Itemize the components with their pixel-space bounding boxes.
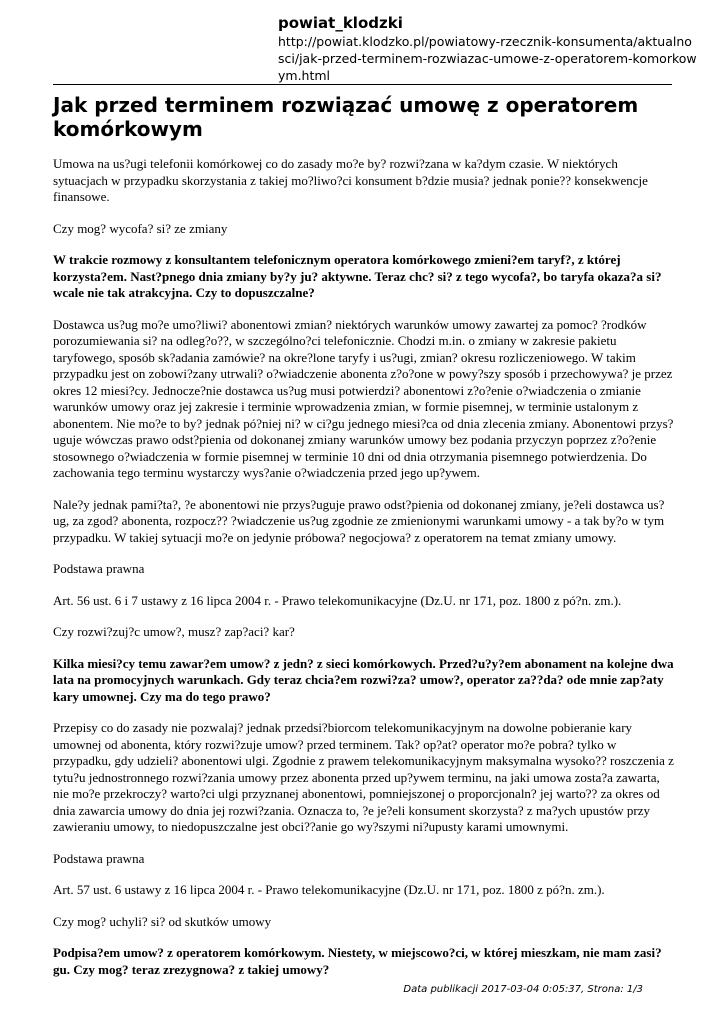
- article-paragraph: Nale?y jednak pami?ta?, ?e abonentowi nie przys?uguje prawo odst?pienia od dokonanej zmiany, je?eli dostawca us?ug, za zgod? abonenta, rozpocz?? ?wiadczenie us?ug zgodnie ze zmienionymi warunkami umowy - a tak by?o w tym przypadku. W takiej sytuacji mo?e on jedynie próbowa? negocjowa? z operatorem na temat zmiany umowy.: [53, 496, 665, 545]
- reader-question: Kilka miesi?cy temu zawar?em umow? z jedn? z sieci komórkowych. Przed?u?y?em abonament na kolejne dwa lata na promocyjnych warunkach. Gdy teraz chcia?em rozwi?za? umow?, operator za??da? ode mnie zap?aty kary umownej. Czy ma do tego prawo?: [53, 655, 674, 704]
- section-heading: Czy mog? wycofa? si? ze zmiany: [53, 220, 228, 236]
- header-divider: [53, 84, 672, 85]
- legal-basis-citation: Art. 56 ust. 6 i 7 ustawy z 16 lipca 2004 r. - Prawo telekomunikacyjne (Dz.U. nr 171, poz. 1800 z pó?n. zm.).: [53, 592, 622, 608]
- page-header: [278, 14, 698, 84]
- reader-question: W trakcie rozmowy z konsultantem telefonicznym operatora komórkowego zmieni?em taryf?, z której korzysta?em. Nast?pnego dnia zmiany by?y ju? aktywne. Teraz chc? si? z tego wycofa?, bo taryfa okaza?a si? wcale nie tak atrakcyjna. Czy to dopuszczalne?: [53, 252, 662, 300]
- legal-basis-label: Podstawa prawna: [53, 561, 145, 576]
- article-body: [53, 156, 675, 993]
- article-paragraph: Przepisy co do zasady nie pozwalaj? jednak przedsi?biorcom telekomunikacyjnym na dowolne pobieranie kary umownej od abonenta, który rozwi?zuje umow? przed terminem. Tak? op?at? operator mo?e pobra? tylko w przypadku, gdy udzieli? abonentowi ulgi. Zgodnie z prawem telekomunikacyjnym maksymalna wysoko?? roszczenia z tytu?u jednostronnego rozwi?zania umowy przez abonenta przed up?ywem terminu, na jaki umowa zosta?a zawarta, nie mo?e przekroczy? warto?ci ulgi przyznanej abonentowi, pomniejszonej o proporcjonaln? jej warto?? za okres od dnia zawarcia umowy do dnia jej rozwi?zania. Oznacza to, ?e je?eli konsument skorzysta? z ma?ych upustów przy zawieraniu umowy, to niedopuszczalne jest obci??anie go wy?szymi ni?upusty karami umownymi.: [53, 720, 674, 834]
- reader-question: Podpisa?em umow? z operatorem komórkowym. Niestety, w miejscowo?ci, w której mieszkam, nie mam zasi?gu. Czy mog? teraz zrezygnowa? z takiej umowy?: [53, 945, 662, 977]
- section-heading: Czy rozwi?zuj?c umow?, musz? zap?aci? kar?: [53, 624, 295, 639]
- article-title: Jak przed terminem rozwiązać umowę z operatorem komórkowym: [53, 93, 639, 141]
- legal-basis-label: Podstawa prawna: [53, 850, 145, 866]
- section-heading: Czy mog? uchyli? si? od skutków umowy: [53, 913, 272, 929]
- source-url: http://powiat.klodzko.pl/powiatowy-rzecznik-konsumenta/aktualnosci/jak-przed-terminem-rozwiazac-umowe-z-operatorem-komorkowym.html: [278, 34, 697, 83]
- article-paragraph: Dostawca us?ug mo?e umo?liwi? abonentowi zmian? niektórych warunków umowy zawartej za pomoc? ?rodków porozumiewania si? na odleg?o??, w szczególno?ci telefonicznie. Chodzi m.in. o zmiany w zakresie pakietu taryfowego, sposób sk?adania zamówie? na okre?lone taryfy i us?ugi, zmian? okresu rozliczeniowego. W takim przypadku jest on zobowi?zany utrwali? o?wiadczenie abonenta z?o?one w powy?szy sposób i przechowywa? je przez okres 12 miesi?cy. Jednocze?nie dostawca us?ug musi potwierdzi? abonentowi z?o?enie o?wiadczenia o zmianie warunków umowy oraz jej zakresie i terminie wprowadzenia zmian, w formie pisemnej, w terminie ustalonym z abonentem. Nie mo?e to by? jednak pó?niej ni? w ci?gu jednego miesi?ca od dnia zlecenia zmiany. Abonentowi przys?uguje wówczas prawo odst?pienia od dokonanej zmiany warunków umowy bez podania przyczyn poprzez z?o?enie stosownego o?wiadczenia w formie pisemnej w terminie 10 dni od dnia otrzymania pisemnego potwierdzenia. Do zachowania tego terminu wystarczy wys?anie o?wiadczenia przed jego up?ywem.: [53, 316, 674, 480]
- legal-basis-citation: Art. 57 ust. 6 ustawy z 16 lipca 2004 r. - Prawo telekomunikacyjne (Dz.U. nr 171, poz. 1800 z pó?n. zm.).: [53, 882, 605, 897]
- article-paragraph: Umowa na us?ugi telefonii komórkowej co do zasady mo?e by? rozwi?zana w ka?dym czasie. W niektórych sytuacjach w przypadku skorzystania z takiej mo?liwo?ci konsument b?dzie musia? jednak ponie?? konsekwencje finansowe.: [53, 156, 648, 204]
- publication-footer: Data publikacji 2017-03-04 0:05:37, Strona: 1/3: [403, 984, 643, 995]
- site-name: powiat_klodzki: [278, 14, 403, 32]
